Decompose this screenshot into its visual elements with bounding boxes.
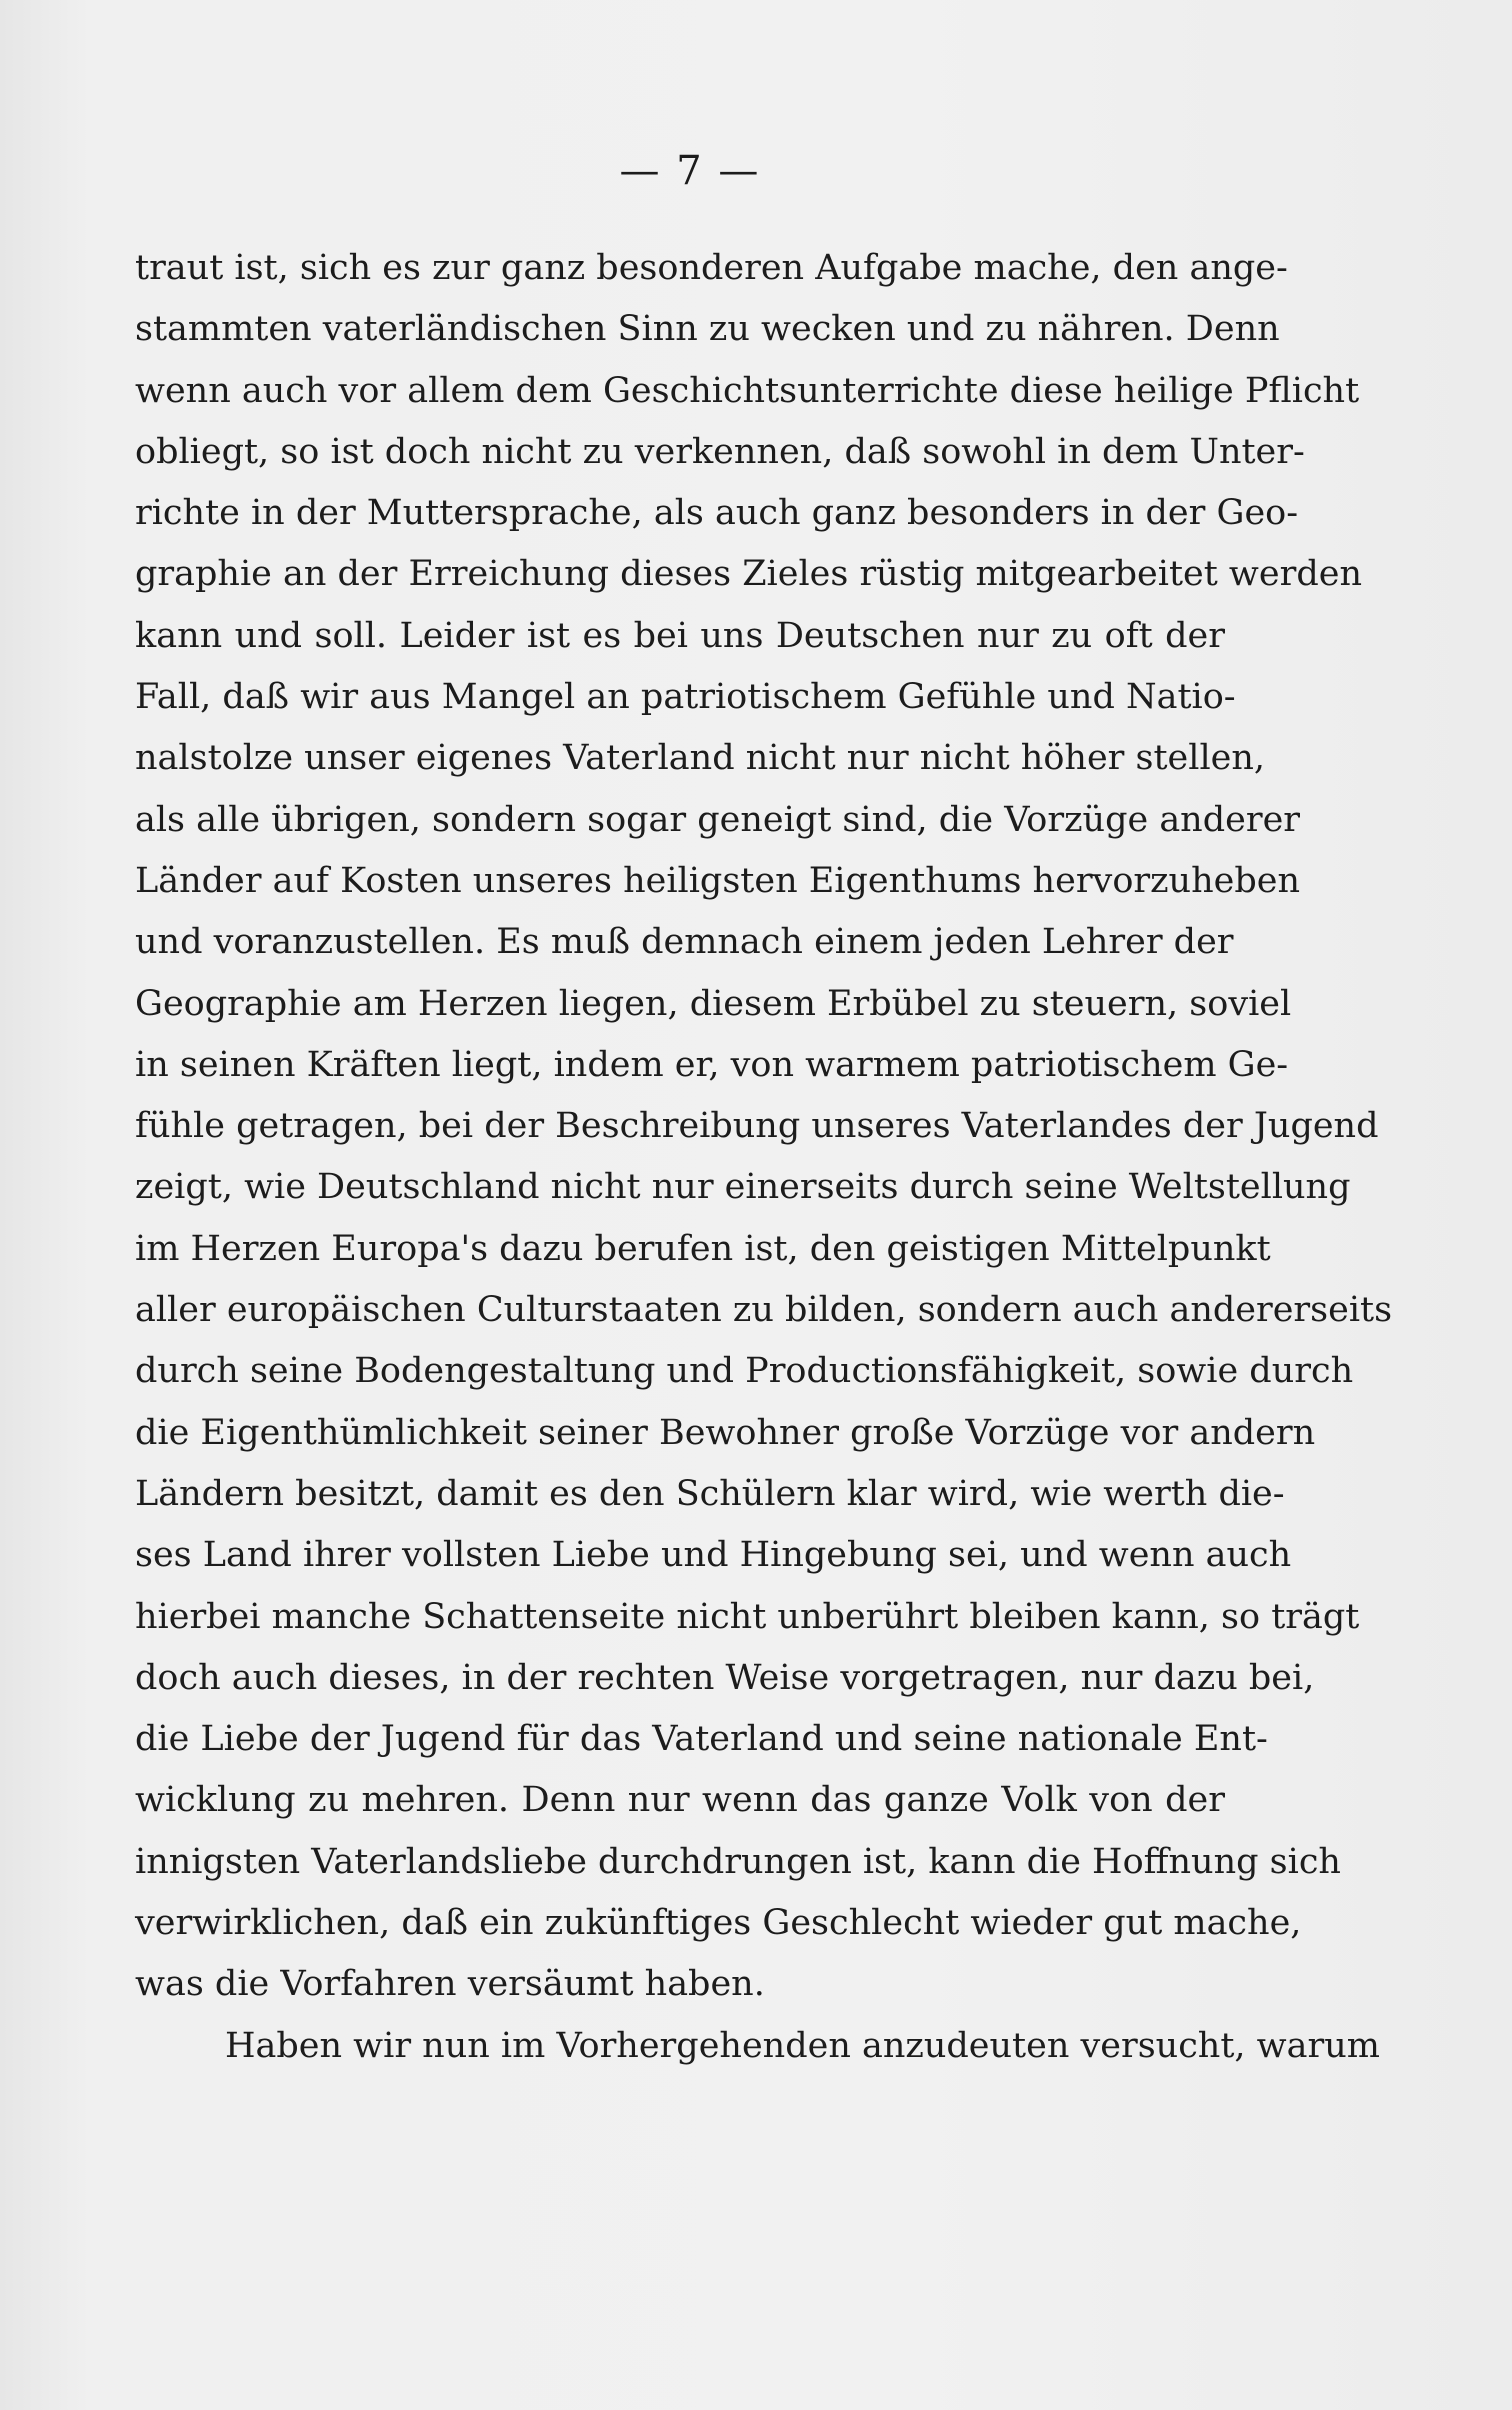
- text-line: Länder auf Kosten unseres heiligsten Eigenthums hervorzuheben: [135, 860, 1301, 901]
- text-line: kann und soll. Leider ist es bei uns Deutschen nur zu oft der: [135, 615, 1225, 656]
- text-line: ses Land ihrer vollsten Liebe und Hingebung sei, und wenn auch: [135, 1535, 1292, 1576]
- text-line: durch seine Bodengestaltung und Productionsfähigkeit, sowie durch: [135, 1351, 1354, 1392]
- text-line: Geographie am Herzen liegen, diesem Erbübel zu steuern, soviel: [135, 983, 1292, 1024]
- text-line: im Herzen Europa's dazu berufen ist, den geistigen Mittelpunkt: [135, 1228, 1271, 1269]
- text-line: obliegt, so ist doch nicht zu verkennen, daß sowohl in dem Unter-: [135, 431, 1305, 472]
- text-line: die Liebe der Jugend für das Vaterland und seine nationale Ent-: [135, 1719, 1268, 1760]
- text-line: stammten vaterländischen Sinn zu wecken und zu nähren. Denn: [135, 309, 1280, 350]
- text-line: hierbei manche Schattenseite nicht unberührt bleiben kann, so trägt: [135, 1596, 1360, 1637]
- text-line: als alle übrigen, sondern sogar geneigt sind, die Vorzüge anderer: [135, 799, 1301, 840]
- paragraph-end-line: was die Vorfahren versäumt haben.: [135, 1964, 765, 2005]
- text-line: wicklung zu mehren. Denn nur wenn das ganze Volk von der: [135, 1780, 1225, 1821]
- text-line: und voranzustellen. Es muß demnach einem jeden Lehrer der: [135, 922, 1234, 963]
- text-line: fühle getragen, bei der Beschreibung unseres Vaterlandes der Jugend: [135, 1106, 1379, 1147]
- text-line: zeigt, wie Deutschland nicht nur einerseits durch seine Weltstellung: [135, 1167, 1351, 1208]
- text-line: Ländern besitzt, damit es den Schülern klar wird, wie werth die-: [135, 1473, 1285, 1514]
- paragraph-start-line: Haben wir nun im Vorhergehenden anzudeuten versucht, warum: [225, 2025, 1380, 2066]
- text-line: aller europäischen Culturstaaten zu bilden, sondern auch andererseits: [135, 1290, 1393, 1331]
- text-line: verwirklichen, daß ein zukünftiges Geschlecht wieder gut mache,: [135, 1903, 1302, 1944]
- text-line: richte in der Muttersprache, als auch ganz besonders in der Geo-: [135, 493, 1299, 534]
- text-line: traut ist, sich es zur ganz besonderen Aufgabe mache, den ange-: [135, 248, 1288, 288]
- text-line: in seinen Kräften liegt, indem er, von warmem patriotischem Ge-: [135, 1044, 1289, 1085]
- text-line: graphie an der Erreichung dieses Zieles rüstig mitgearbeitet werden: [135, 554, 1362, 595]
- text-line: nalstolze unser eigenes Vaterland nicht nur nicht höher stellen,: [135, 738, 1266, 779]
- page-number: — 7 —: [619, 148, 761, 194]
- text-line: Fall, daß wir aus Mangel an patriotischem Gefühle und Natio-: [135, 677, 1236, 718]
- body-text: [135, 238, 1393, 2077]
- text-line: die Eigenthümlichkeit seiner Bewohner große Vorzüge vor andern: [135, 1412, 1316, 1453]
- text-line: doch auch dieses, in der rechten Weise vorgetragen, nur dazu bei,: [135, 1657, 1315, 1698]
- text-line: wenn auch vor allem dem Geschichtsunterrichte diese heilige Pflicht: [135, 370, 1360, 411]
- text-line: innigsten Vaterlandsliebe durchdrungen ist, kann die Hoffnung sich: [135, 1841, 1341, 1882]
